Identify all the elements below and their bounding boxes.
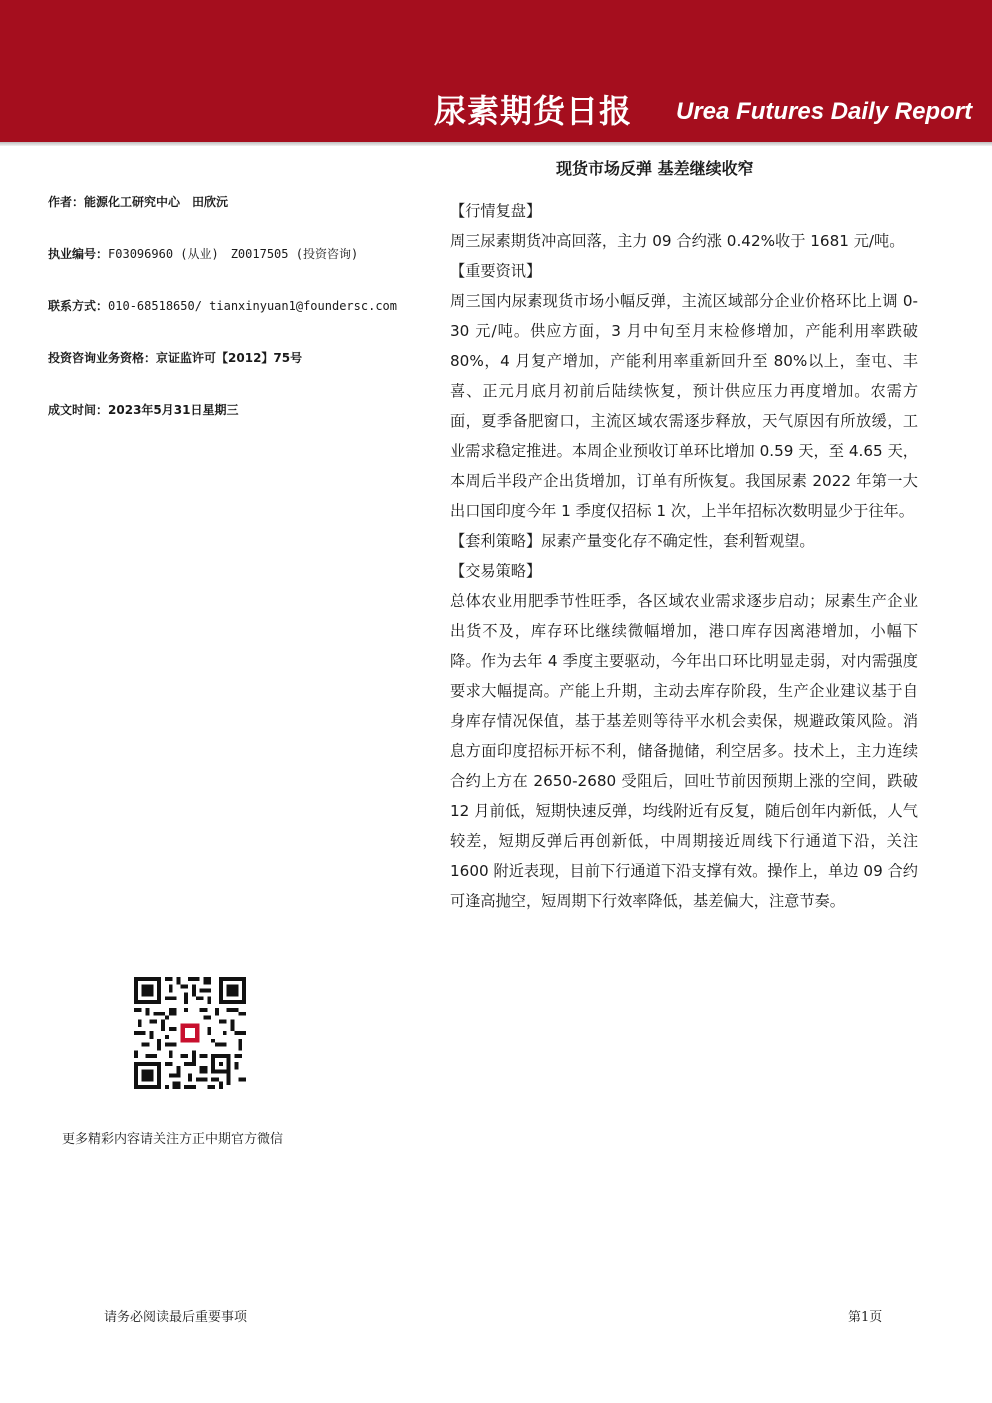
header-banner	[0, 0, 992, 142]
section-heading-review: 【行情复盘】	[450, 202, 542, 220]
license-label: 执业编号：	[48, 247, 109, 261]
license-value: F03096960 (从业) Z0017505 (投资咨询)	[108, 247, 359, 261]
qr-code-icon[interactable]	[134, 977, 246, 1089]
banner-shadow	[0, 142, 992, 146]
section-heading-news: 【重要资讯】	[450, 262, 542, 280]
footer-disclaimer: 请务必阅读最后重要事项	[104, 1310, 248, 1325]
section-heading-trade: 【交易策略】	[450, 562, 542, 580]
arbitrage-line	[450, 526, 918, 556]
trade-paragraph: 总体农业用肥季节性旺季，各区域农业需求逐步启动；尿素生产企业出货不及，库存环比继续微幅增加，港口库存因离港增加，小幅下降。作为去年 4 季度主要驱动，今年出口环比明显走弱，对内需强度要求大幅提高。产能上升期，主动去库存阶段，生产企业建议基于自身库存情况保值，基于基差则等待平水机会卖保，规避政策风险。消息方面印度招标开标不利，储备抛储，利空居多。技术上，主力连续合约上方在 2650-2680 受阻后，回吐节前因预期上涨的空间，跌破 12 月前低，短期快速反弹，均线附近有反复，随后创年内新低，人气较差，短期反弹后再创新低，中周期接近周线下行通道下沿，关注 1600 附近表现，目前下行通道下沿支撑有效。操作上，单边 09 合约可逢高抛空，短周期下行效率降低，基差偏大，注意节奏。	[450, 592, 918, 910]
author-line	[48, 193, 228, 210]
author-label: 作者：	[48, 195, 85, 209]
contact-value: 010-68518650/ tianxinyuan1@foundersc.com	[108, 299, 397, 313]
contact-label: 联系方式：	[48, 299, 109, 313]
date-line	[48, 401, 238, 418]
author-value: 能源化工研究中心 田欣沅	[84, 195, 229, 209]
review-paragraph: 周三尿素期货冲高回落，主力 09 合约涨 0.42%收于 1681 元/吨。	[450, 232, 905, 250]
report-body	[450, 196, 918, 916]
qr-caption: 更多精彩内容请关注方正中期官方微信	[62, 1132, 284, 1147]
date-label: 成文时间：	[48, 403, 109, 417]
license-line	[48, 245, 358, 262]
date-value: 2023年5月31日星期三	[108, 403, 239, 417]
page-number: 第1页	[848, 1310, 883, 1325]
qualification-label: 投资咨询业务资格：	[48, 351, 157, 365]
section-heading-arbitrage: 【套利策略】	[450, 532, 542, 550]
report-title-en: Urea Futures Daily Report	[676, 98, 973, 125]
qualification-value: 京证监许可【2012】75号	[156, 351, 303, 365]
contact-line	[48, 297, 397, 314]
qualification-line	[48, 349, 302, 366]
report-title-cn: 尿素期货日报	[434, 92, 633, 130]
news-paragraph: 周三国内尿素现货市场小幅反弹，主流区域部分企业价格环比上调 0-30 元/吨。供应方面，3 月中旬至月末检修增加，产能利用率跌破 80%，4 月复产增加，产能利用率重新回升至 80%以上，奎屯、丰喜、正元月底月初前后陆续恢复，预计供应压力再度增加。农需方面，夏季备肥窗口，主流区域农需逐步释放，天气原因有所放缓，工业需求稳定推进。本周企业预收订单环比增加 0.59 天，至 4.65 天，本周后半段产企出货增加，订单有所恢复。我国尿素 2022 年第一大出口国印度今年 1 季度仅招标 1 次，上半年招标次数明显少于往年。	[450, 292, 918, 520]
arbitrage-text: 尿素产量变化存不确定性，套利暂观望。	[541, 532, 815, 550]
headline: 现货市场反弹 基差继续收窄	[556, 159, 754, 178]
